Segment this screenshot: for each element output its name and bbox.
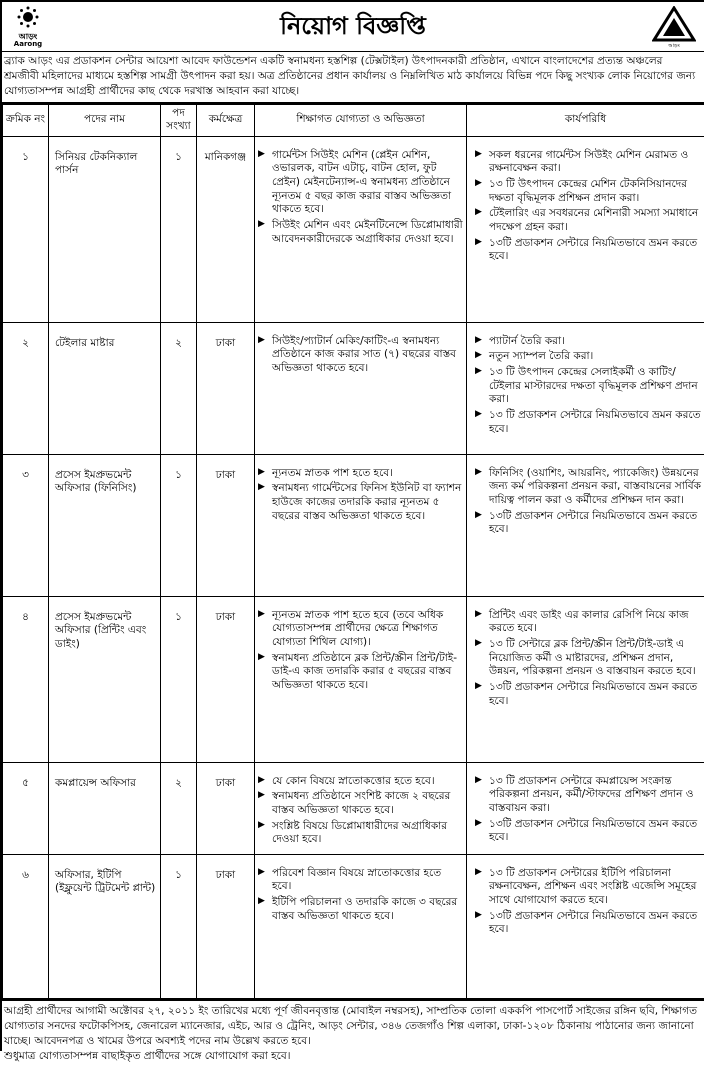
col-header-requirements: শিক্ষাগত যোগ্যতা ও অভিজ্ঞতা (255, 104, 467, 136)
row-post-name: অফিসার, ইটিপি (ইফ্লুয়েন্ট ট্রিটমেন্ট প্লান্ট) (49, 854, 161, 998)
application-instructions: আগ্রহী প্রার্থীদের আগামী অক্টোবর ২৭, ২০১১ ইং তারিখের মধ্যে পূর্ণ জীবনবৃত্তান্ত (মোবাইল নম্বরসহ), সাম্প্রতিক তোলা এককপি পাসপোর্ট সাইজের রঙ্গিন ছবি, শিক্ষাগত যোগ্যতার সনদের ফটোকপিসহ, জেনারেল ম্যানেজার, এইচ, আর ও ট্রেনিং, আড়ং সেন্টার, ৩৪৬ তেজগাঁও শিল্প এলাকা, ঢাকা-১২০৮ ঠিকানায় পাঠানোর জন্য জানানো যাচ্ছে। আবেদনপত্র ও খামের উপরে অবশ্যই পদের নাম উল্লেখ করতে হবে। (4, 1004, 698, 1050)
row-responsibilities (467, 854, 704, 998)
row-quantity: ১ (161, 854, 197, 998)
col-header-location: কর্মক্ষেত্র (197, 104, 255, 136)
requirement-item: ▶ সিউইং/প্যাটার্ন মেকিং/কাটিং-এ স্বনামধন্য প্রতিষ্ঠানে কাজ করার সাত (৭) বছরের বাস্তব অভিজ্ঞতা থাকতে হবে। (258, 335, 463, 376)
responsibilities-list (475, 775, 701, 845)
row-post-name: প্রসেস ইমপ্রুভমেন্ট অফিসার (প্রিন্টিং এবং ডাইং) (49, 596, 161, 762)
responsibility-item: ▶ প্যাটার্ন তৈরি করা। (475, 335, 701, 349)
row-serial: ৪ (3, 596, 49, 762)
responsibility-item: ▶ ১৩টি প্রডাকশন সেন্টারে নিয়মিতভাবে ভ্রমন করতে হবে। (475, 237, 701, 264)
row-quantity: ২ (161, 762, 197, 854)
requirements-list (258, 149, 463, 246)
row-responsibilities (467, 762, 704, 854)
responsibility-item: ▶ ১৩টি প্রডাকশন সেন্টারে নিয়মিতভাবে ভ্রমন করতে হবে। (475, 510, 701, 537)
row-responsibilities (467, 596, 704, 762)
row-requirements (255, 596, 467, 762)
responsibility-item: ▶ ১৩টি প্রডাকশন সেন্টারে নিয়মিতভাবে ভ্রমন করতে হবে। (475, 818, 701, 845)
page-title: নিয়োগ বিজ্ঞপ্তি (2, 10, 704, 41)
row-post-name: কমপ্লায়েন্স অফিসার (49, 762, 161, 854)
requirement-item: ▶ ন্যূনতম স্নাতক পাশ হতে হবে। (258, 467, 463, 481)
table-row (3, 596, 704, 762)
triangle-logo-icon (652, 6, 696, 48)
brand-name-en: Aarong (8, 41, 48, 48)
responsibilities-list (475, 867, 701, 937)
logo-caption: আড়ং (667, 43, 680, 48)
responsibility-item: ▶ ১৩ টি প্রডাকশন সেন্টারে কমপ্লায়েন্স সংক্রান্ত পরিকল্পনা প্রনয়ন, কর্মী/স্টাফদের প্রশিক্ষণ প্রদান ও বাস্তবায়ন করা। (475, 775, 701, 816)
table-row (3, 454, 704, 596)
responsibility-item: ▶ টেইলারিং এর সবধরনের মেশিনারী সমস্যা সমাধানে পদক্ষেপ গ্রহন করা। (475, 207, 701, 234)
requirements-list (258, 467, 463, 524)
requirement-item: ▶ স্বনামধন্য প্রতিষ্ঠানে সংশিষ্ট কাজে ২ বছরের বাস্তব অভিজ্ঞতা থাকতে হবে। (258, 790, 463, 817)
responsibilities-list (475, 335, 701, 436)
requirement-item: ▶ যে কোন বিষয়ে স্নাতোকত্তোর হতে হবে। (258, 775, 463, 789)
requirement-item: ▶ ইটিপি পরিচালনা ও তদারকি কাজে ৩ বছরের বাস্তব অভিজ্ঞতা থাকতে হবে। (258, 896, 463, 923)
intro-paragraph: ব্র্যাক আড়ং এর প্রডাকশন সেন্টার আয়েশা আবেদ ফাউন্ডেশন একটি স্বনামধন্য হস্তশিল্প (টেক্সটাইল) উৎপাদনকারী প্রতিষ্ঠান, এখানে বাংলাদেশের প্রত্যন্ত অঞ্চলের শ্রমজীবী মহিলাদের মাধ্যমে হস্তশিল্প সামগ্রী উৎপাদন করা হয়। অত্র প্রতিষ্ঠানের প্রধান কার্যালয় ও নিম্নলিখিত মাঠ কার্যালয়ে বিভিন্ন পদে কিছু সংখ্যক লোক নিয়োগের জন্য যোগ্যতাসম্পন্ন আগ্রহী প্রার্থীদের কাছ থেকে দরখাস্ত আহবান করা যাচ্ছে। (2, 52, 704, 104)
requirement-item: ▶ পরিবেশ বিজ্ঞান বিষয়ে স্নাতোকত্তোর হতে হবে। (258, 867, 463, 894)
responsibility-item: ▶ ১৩টি প্রডাকশন সেন্টারে নিয়মিতভাবে ভ্রমন করতে হবে। (475, 681, 701, 708)
row-serial: ১ (3, 136, 49, 322)
row-quantity: ১ (161, 136, 197, 322)
responsibility-item: ▶ ১৩ টি উৎপাদন কেন্দ্রের মেশিন টেকনিসিয়ানদের দক্ষতা বৃদ্ধিমূলক প্রশিক্ষন প্রদান করা। (475, 178, 701, 205)
row-quantity: ২ (161, 322, 197, 454)
row-requirements (255, 454, 467, 596)
row-responsibilities (467, 136, 704, 322)
requirement-item: ▶ ন্যূনতম স্নাতক পাশ হতে হবে (তবে অধিক যোগ্যতাসম্পন্ন প্রার্থীদের ক্ষেত্রে শিক্ষাগত যোগ্যতা শিথিল যোগ্য)। (258, 609, 463, 650)
responsibility-item: ▶ সকল ধরনের গার্মেন্টস সিউইং মেশিন মেরামত ও রক্ষনাবেক্ষন করা। (475, 149, 701, 176)
requirements-list (258, 609, 463, 693)
row-serial: ৩ (3, 454, 49, 596)
row-location: ঢাকা (197, 854, 255, 998)
table-row (3, 762, 704, 854)
row-post-name: সিনিয়র টেকনিক্যাল পার্সন (49, 136, 161, 322)
requirement-item: ▶ সংশ্লিষ্ট বিষয়ে ডিপ্লোমাধারীদের অগ্রাধিকার দেওয়া হবে। (258, 820, 463, 847)
requirements-list (258, 775, 463, 847)
responsibility-item: ▶ ১৩ টি প্রডাকশন সেন্টারের ইটিপি পরিচালনা রক্ষনাবেক্ষন, প্রশিক্ষন এবং সংশ্লিষ্ট এজেন্সি সমূহের সাথে যোগাযোগ করতে হবে। (475, 867, 701, 908)
responsibility-item: ▶ ১৩টি প্রডাকশন সেন্টারে নিয়মিতভাবে ভ্রমন করতে হবে। (475, 910, 701, 937)
row-location: ঢাকা (197, 596, 255, 762)
row-responsibilities (467, 322, 704, 454)
vacancy-table (2, 104, 704, 999)
row-requirements (255, 762, 467, 854)
table-row (3, 136, 704, 322)
requirement-item: ▶ গার্মেন্টস সিউইং মেশিন (প্লেইন মেশিন, ওভারলক, বাটন এটাচ্, বাটন হোল, ফুট প্রেইন) মেইনটেন্যান্স-এ স্বনামধন্য প্রতিষ্ঠানে ন্যূনতম ৫ বছর কাজ করার বাস্তব অভিজ্ঞতা থাকতে হবে। (258, 149, 463, 217)
responsibility-item: ▶ নতুন স্যাম্পল তৈরি করা। (475, 350, 701, 364)
col-header-serial: ক্রমিক নং (3, 104, 49, 136)
responsibilities-list (475, 149, 701, 264)
contact-note: শুধুমাত্র যোগ্যতাসম্পন্ন বাছাইকৃত প্রার্থীদের সঙ্গে যোগাযোগ করা হবে। (4, 1049, 698, 1064)
requirement-item: ▶ স্বনামধন্য গার্মেন্টসের ফিনিস ইউনিট বা ফ্যাশন হাউজে কাজের তদারকি করার ন্যূনতম ৫ বছরের বাস্তব অভিজ্ঞতা থাকতে হবে। (258, 482, 463, 523)
row-serial: ২ (3, 322, 49, 454)
row-post-name: টেইলার মাষ্টার (49, 322, 161, 454)
row-requirements (255, 854, 467, 998)
requirement-item: ▶ স্বনামধন্য প্রতিষ্ঠানে ব্লক প্রিন্ট/স্ক্রীন প্রিন্ট/টাই-ডাই-এ কাজ তদারকি করার ৫ বছরের বাস্তব অভিজ্ঞতা থাকতে হবে। (258, 652, 463, 693)
col-header-post: পদের নাম (49, 104, 161, 136)
row-quantity: ১ (161, 596, 197, 762)
row-responsibilities (467, 454, 704, 596)
row-post-name: প্রসেস ইমপ্রুভমেন্ট অফিসার (ফিনিসিং) (49, 454, 161, 596)
row-location: ঢাকা (197, 322, 255, 454)
row-serial: ৬ (3, 854, 49, 998)
responsibilities-list (475, 467, 701, 537)
responsibility-item: ▶ ১৩ টি প্রডাকশন সেন্টারে নিয়মিতভাবে ভ্রমন করতে হবে। (475, 409, 701, 436)
header (2, 2, 704, 52)
responsibility-item: ▶ ১৩ টি উৎপাদন কেন্দ্রের সেলাইকর্মী ও কাটিং/টেইলার মাস্টারদের দক্ষতা বৃদ্ধিমূলক প্রশিক্ষণ প্রদান করা। (475, 366, 701, 407)
brand-name-bn: আড়ং (8, 33, 48, 41)
row-location: ঢাকা (197, 454, 255, 596)
footer (2, 999, 704, 1067)
responsibilities-list (475, 609, 701, 708)
row-location: মানিকগঞ্জ (197, 136, 255, 322)
row-requirements (255, 136, 467, 322)
table-row (3, 854, 704, 998)
responsibility-item: ▶ প্রিন্টিং এবং ডাইং এর কালার রেসিপি নিয়ে কাজ করতে হবে। (475, 609, 701, 636)
responsibility-item: ▶ ১৩ টি সেন্টারে ব্লক প্রিন্ট/স্ক্রীন প্রিন্ট/টাই-ডাই এ নিয়োজিত কর্মী ও মাষ্টারদের, প্রশিক্ষন প্রদান, উন্নয়ন, পরিকল্পনা প্রনয়ন ও বাস্তবায়ন করতে হবে। (475, 638, 701, 679)
responsibility-item: ▶ ফিনিসিং (ওয়াশিং, আয়রনিং, প্যাকেজিং) উন্নয়নের জন্য কর্ম পরিকল্পনা প্রনয়ন করা, বাস্তবায়নের সার্বিক দায়িত্ব পালন করা ও কর্মীদের প্রশিক্ষন দান করা। (475, 467, 701, 508)
table-row (3, 322, 704, 454)
requirements-list (258, 335, 463, 376)
row-location: ঢাকা (197, 762, 255, 854)
col-header-quantity: পদ সংখ্যা (161, 104, 197, 136)
row-serial: ৫ (3, 762, 49, 854)
row-quantity: ১ (161, 454, 197, 596)
requirement-item: ▶ সিউইং মেশিন এবং মেইনটিনেন্সে ডিপ্লোমাধারী আবেদনকারীদেরকে অগ্রাধিকার দেওয়া হবে। (258, 219, 463, 246)
requirements-list (258, 867, 463, 924)
row-requirements (255, 322, 467, 454)
table-header-row (3, 104, 704, 136)
col-header-responsibilities: কার্যপরিধি (467, 104, 704, 136)
